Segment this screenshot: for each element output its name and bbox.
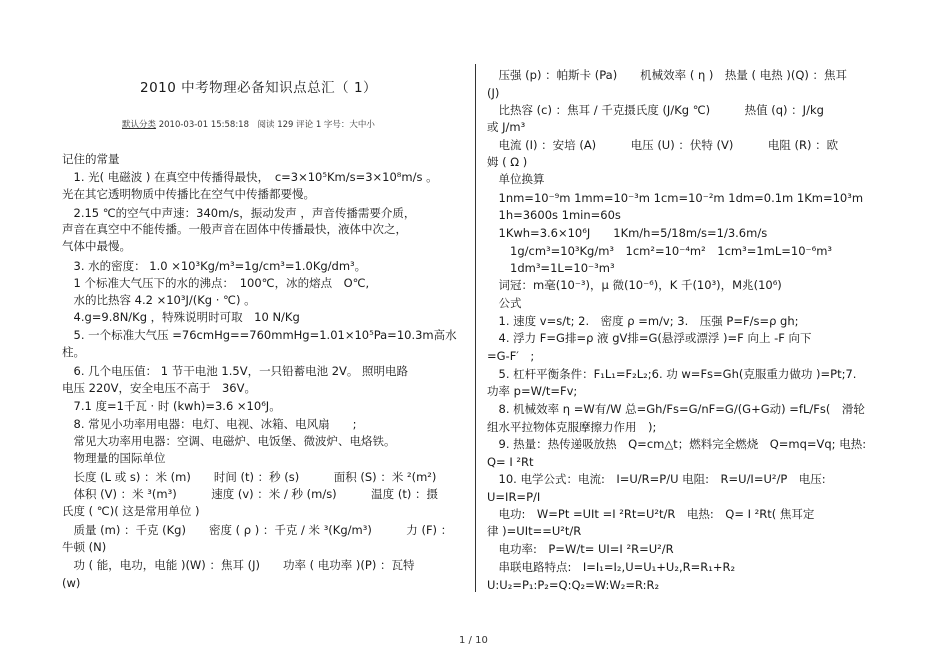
- text-line: 牛顿 (N): [62, 540, 107, 554]
- text-line: 姆 ( Ω ): [487, 155, 528, 169]
- text-line: 氏度 ( ℃)( 这是常用单位 ): [62, 504, 200, 518]
- text-line: 功 ( 能，电功，电能 )(W) ：焦耳 (J) 功率 ( 电功率 )(P) ：瓦特: [62, 558, 415, 572]
- text-line: 组水平拉物体克服摩擦力作用 );: [487, 420, 657, 434]
- text-line: 8. 机械效率 η =W有/W 总=Gh/Fs=G/nF=G/(G+G动) =fL/Fs( 滑轮: [487, 402, 865, 416]
- text-line: 电压 220V，安全电压不高于 36V。: [62, 381, 256, 395]
- text-line: 8. 常见小功率用电器：电灯、电视、冰箱、电风扇 ;: [62, 417, 357, 431]
- text-line: 4.g=9.8N/Kg ，特殊说明时可取 10 N/Kg: [62, 310, 300, 324]
- text-line: 压强 (p) ：帕斯卡 (Pa) 机械效率 ( η ) 热量 ( 电热 )(Q) ：焦耳: [487, 68, 848, 82]
- text-line: 词冠：m毫(10⁻³)，μ 微(10⁻⁶)，K 千(10³)，M兆(10⁶): [487, 278, 782, 292]
- text-line: 1h=3600s 1min=60s: [487, 208, 621, 222]
- text-line: 1Kwh=3.6×10⁶J 1Km/h=5/18m/s=1/3.6m/s: [487, 226, 768, 240]
- text-line: U:U₂=P₁:P₂=Q:Q₂=W:W₂=R:R₂: [487, 578, 660, 592]
- text-line: Q= I ²Rt: [487, 455, 534, 469]
- text-line: 水的比热容 4.2 ×10³J/(Kg · ℃) 。: [62, 293, 256, 307]
- text-line: (w): [62, 576, 81, 590]
- article-meta: [122, 118, 375, 130]
- text-line: 电流 (I) ：安培 (A) 电压 (U) ：伏特 (V) 电阻 (R) ：欧: [487, 138, 839, 152]
- page-number: 1 / 10: [459, 635, 488, 646]
- text-line: 常见大功率用电器：空调、电磁炉、电饭堡、微波炉、电烙铁。: [62, 434, 396, 448]
- section-heading: 物理量的国际单位: [62, 451, 166, 465]
- text-line: 1nm=10⁻⁹m 1mm=10⁻³m 1cm=10⁻²m 1dm=0.1m 1Km=10³m: [487, 191, 864, 205]
- text-line: 电功率: P=W/t= UI=I ²R=U²/R: [487, 542, 674, 556]
- text-line: 气体中最慢。: [62, 239, 131, 253]
- text-line: 1dm³=1L=10⁻³m³: [487, 261, 615, 275]
- text-line: 1 个标准大气压下的水的沸点： 100℃，冰的熔点 O℃,: [62, 276, 370, 290]
- section-heading: 公式: [487, 296, 522, 310]
- text-line: (J): [487, 86, 500, 100]
- text-line: 体积 (V) ：米 ³(m³) 速度 (v) ：米 / 秒 (m/s) 温度 (t) ：摄: [62, 487, 438, 501]
- text-line: 功率 p=W/t=Fv;: [487, 384, 578, 398]
- document-title: 2010 中考物理必备知识点总汇（ 1）: [140, 80, 378, 96]
- text-line: 律 )=UIt==U²t/R: [487, 524, 582, 538]
- text-line: 5. 杠杆平衡条件：F₁L₁=F₂L₂;6. 功 w=Fs=Gh(克服重力做功 )=Pt;7.: [487, 367, 857, 381]
- text-line: 9. 热量：热传递吸放热 Q=cm△t；燃料完全燃烧 Q=mq=Vq; 电热:: [487, 437, 867, 451]
- text-line: 10. 电学公式：电流: I=U/R=P/U 电阻: R=U/I=U²/P 电压:: [487, 472, 826, 486]
- text-line: 4. 浮力 F=G排=ρ 液 gV排=G(悬浮或漂浮 )=F 向上 -F 向下: [487, 331, 812, 345]
- text-line: 7.1 度=1千瓦 · 时 (kwh)=3.6 ×10⁶J。: [62, 399, 281, 413]
- text-line: 柱。: [62, 345, 85, 359]
- section-heading: 单位换算: [487, 172, 545, 186]
- text-line: 比热容 (c) ：焦耳 / 千克摄氏度 (J/Kg ℃) 热值 (q) ：J/kg: [487, 103, 824, 117]
- meta-info: 2010-03-01 15:58:18 阅读 129 评论 1 字号：大中小: [158, 120, 375, 130]
- category-link[interactable]: 默认分类: [122, 120, 157, 130]
- text-line: 3. 水的密度： 1.0 ×10³Kg/m³=1g/cm³=1.0Kg/dm³。: [62, 259, 367, 273]
- text-line: 或 J/m³: [487, 120, 526, 134]
- text-line: 6. 几个电压值： 1 节干电池 1.5V，一只铅蓄电池 2V。 照明电路: [62, 364, 409, 378]
- text-line: 1g/cm³=10³Kg/m³ 1cm²=10⁻⁴m² 1cm³=1mL=10⁻⁶m³: [487, 244, 833, 258]
- text-line: 长度 (L 或 s) ：米 (m) 时间 (t) ：秒 (s) 面积 (S) ：米 ²(m²): [62, 470, 437, 484]
- text-line: 5. 一个标准大气压 =76cmHg==760mmHg=1.01×10⁵Pa=10.3m高水: [62, 328, 457, 342]
- text-line: U=IR=P/I: [487, 490, 541, 504]
- text-line: 1. 速度 v=s/t; 2. 密度 ρ =m/v; 3. 压强 P=F/s=ρ gh;: [487, 314, 799, 328]
- text-line: =G-F′ ;: [487, 349, 535, 363]
- column-divider: [475, 64, 476, 592]
- text-line: 记住的常量: [62, 152, 120, 166]
- text-line: 2.15 ℃的空气中声速：340m/s，振动发声 ，声音传播需要介质，: [62, 206, 416, 220]
- text-line: 电功: W=Pt =UIt =I ²Rt=U²t/R 电热: Q= I ²Rt( 焦耳定: [487, 507, 815, 521]
- text-line: 声音在真空中不能传播。一般声音在固体中传播最快，液体中次之，: [62, 222, 407, 236]
- text-line: 串联电路特点: I=I₁=I₂,U=U₁+U₂,R=R₁+R₂: [487, 560, 736, 574]
- text-line: 光在其它透明物质中传播比在空气中传播都要慢。: [62, 187, 315, 201]
- text-line: 1. 光( 电磁波 ) 在真空中传播得最快， c=3×10⁵Km/s=3×10⁸m/s 。: [62, 170, 438, 184]
- text-line: 质量 (m) ：千克 (Kg) 密度 ( ρ ) ：千克 / 米 ³(Kg/m³) 力 (F) ：: [62, 523, 453, 537]
